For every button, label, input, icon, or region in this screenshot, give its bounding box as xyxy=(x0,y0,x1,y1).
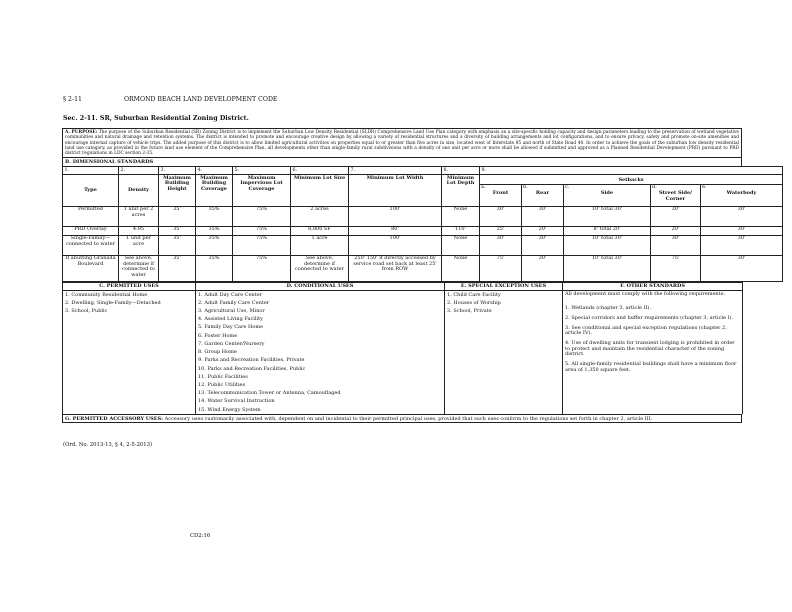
permitted-uses-list xyxy=(63,290,196,414)
cell-street: 30' xyxy=(651,235,701,255)
header-rear-label: Rear xyxy=(535,190,550,197)
table-row xyxy=(63,226,783,235)
other-standards-heading: F. OTHER STANDARDS xyxy=(563,282,743,290)
cell-lot-depth: None xyxy=(442,255,480,281)
cell-impervious: 75% xyxy=(233,235,291,255)
cell-lot-depth: 110' xyxy=(442,226,480,235)
list-item: 2. Houses of Worship xyxy=(447,299,501,306)
header-side xyxy=(564,185,651,207)
code-title: ORMOND BEACH LAND DEVELOPMENT CODE xyxy=(123,96,278,103)
cell-side: 10' total 30' xyxy=(564,255,651,281)
cell-lot-size: See above, determine if connected to water xyxy=(291,255,349,281)
cell-impervious: 75% xyxy=(233,255,291,281)
list-item: 3. Agricultural Use, Minor xyxy=(198,308,265,315)
uses-table xyxy=(62,282,743,414)
cell-coverage: 35% xyxy=(196,226,233,235)
list-item: 2. Dwelling, Single-Family—Detached xyxy=(65,299,161,306)
list-item: 3. School, Private xyxy=(447,308,492,315)
page-footer: CD2:16 xyxy=(190,533,211,539)
accessory-uses-label: G. PERMITTED ACCESSORY USES: xyxy=(65,415,163,422)
header-front xyxy=(480,185,522,207)
col-num: 8. xyxy=(442,167,480,175)
table-row xyxy=(63,206,783,226)
header-side-label: Side xyxy=(600,190,614,197)
list-item: 6. Foster Home xyxy=(198,332,238,339)
cell-rear: 30' xyxy=(522,255,564,281)
list-item: 1. Child Care Facility xyxy=(447,291,501,298)
cell-lot-size: 8,800 SF xyxy=(291,226,349,235)
letter: b. xyxy=(523,184,528,191)
column-number-row xyxy=(63,167,783,175)
conditional-uses-list xyxy=(196,290,445,414)
cell-street: 75' xyxy=(651,255,701,281)
list-item: 2. Special corridors and buffer requirements (chapter 3, article I). xyxy=(565,315,734,322)
header-water-label: Waterbody xyxy=(726,190,757,197)
purpose-text: The purpose of the Suburban Residential (SR) Zoning District is to implement the Suburban Low Density Residential (SLDR) Comprehensive Land Use Plan category with emphasis on a site-specific holding capacity and design parameters leading to the preservation of wetland vegetative communities and natural drainage and retention systems. The district is intended to promote and encourage creative design by allowing a variety of residential structures and a diversity of building arrangements and lot configurations, and to ensure privacy, safety and promote on-site amenities and encourage internal capture of vehicle trips. The added purpose of this district is to allow limited agricultural activities on properties equal to or greater than five acres in size, located west of Interstate 95 and north of State Road 40. In order to achieve the goals of the suburban low density residential land use category, as provided in the future land use element of the Comprehensive Plan, all developments other than single-family rural subdivisions with a density of one unit per acre or more shall be allowed if submitted and approved as a Planned Residential Development (PRD) pursuant to PRD district regulations in LDC section 2-35. xyxy=(65,130,739,157)
header-street-label: Street Side/ Corner xyxy=(659,190,692,202)
list-item: 14. Water Survival Instruction xyxy=(198,398,275,405)
list-item: 1. Community Residential Home xyxy=(65,291,148,298)
cell-height: 35' xyxy=(159,206,196,226)
cell-type: If abutting Granada Boulevard xyxy=(63,255,119,281)
header-lot-width: Minimum Lot Width xyxy=(349,175,442,207)
cell-type: Permitted xyxy=(63,206,119,226)
list-item: 13. Telecommunication Tower or Antenna, Camouflaged xyxy=(198,390,341,397)
header-street xyxy=(651,185,701,207)
cell-coverage: 35% xyxy=(196,206,233,226)
permitted-uses-heading: C. PERMITTED USES xyxy=(63,282,196,290)
col-num: 4. xyxy=(196,167,233,175)
other-standards-list xyxy=(563,290,743,414)
zoning-table xyxy=(62,128,757,423)
cell-density: See above, determine if connected to water xyxy=(119,255,159,281)
cell-lot-size: 2 acres xyxy=(291,206,349,226)
header-density: Density xyxy=(119,175,159,207)
table-row xyxy=(63,235,783,255)
header-rear xyxy=(522,185,564,207)
cell-lot-depth: None xyxy=(442,235,480,255)
header-height: Maximum Building Height xyxy=(159,175,196,207)
list-item: 4. Assisted Living Facility xyxy=(198,316,263,323)
list-item: 5. All single-family residential buildings shall have a minimum floor area of 1,350 square feet. xyxy=(565,361,737,373)
cell-water: 30' xyxy=(701,206,783,226)
list-item: 8. Group Home xyxy=(198,349,237,356)
uses-body-row xyxy=(63,290,743,414)
cell-side: 8' total 20' xyxy=(564,226,651,235)
cell-rear: 20' xyxy=(522,226,564,235)
cell-lot-depth: None xyxy=(442,206,480,226)
other-standards-intro: All development must comply with the following requirements: xyxy=(565,290,725,297)
list-item: 1. Adult Day Care Center xyxy=(198,291,263,298)
cell-lot-size: 1 acre xyxy=(291,235,349,255)
cell-street: 20' xyxy=(651,226,701,235)
list-item: 2. Adult Family Care Center xyxy=(198,299,270,306)
list-item: 5. Family Day Care Home xyxy=(198,324,264,331)
col-num: 1. xyxy=(63,167,119,175)
list-item: 1. Wetlands (chapter 3, article II). xyxy=(565,305,652,312)
list-item: 4. Use of dwelling units for transient lodging is prohibited in order to protect and maintain the residential character of the zoning district. xyxy=(565,340,735,358)
cell-front: 75' xyxy=(480,255,522,281)
cell-density: 4.95 xyxy=(119,226,159,235)
cell-lot-width: 100' xyxy=(349,206,442,226)
ordinance-citation: (Ord. No. 2013-13, § 4, 2-5-2013) xyxy=(63,442,153,448)
header-lot-depth: Minimum Lot Depth xyxy=(442,175,480,207)
purpose-label: A. PURPOSE: xyxy=(65,130,98,135)
col-num: 5. xyxy=(233,167,291,175)
cell-rear: 30' xyxy=(522,235,564,255)
cell-height: 35' xyxy=(159,255,196,281)
list-item: 11. Public Facilities xyxy=(198,373,248,380)
cell-front: 30' xyxy=(480,206,522,226)
cell-water: 30' xyxy=(701,255,783,281)
cell-lot-width: 100' xyxy=(349,235,442,255)
header-row-1 xyxy=(63,175,783,185)
section-title: Sec. 2-11. SR, Suburban Residential Zoning District. xyxy=(63,115,249,122)
cell-street: 30' xyxy=(651,206,701,226)
page-section-number: § 2-11 xyxy=(63,96,82,103)
header-setbacks: Setbacks xyxy=(480,175,783,185)
letter: e. xyxy=(702,184,707,191)
cell-water: 30' xyxy=(701,226,783,235)
cell-front: 25' xyxy=(480,226,522,235)
list-item: 12. Public Utilities xyxy=(198,381,246,388)
dimensional-standards-heading: B. DIMENSIONAL STANDARDS xyxy=(62,157,742,166)
table-row xyxy=(63,255,783,281)
col-num: 2. xyxy=(119,167,159,175)
accessory-uses-block xyxy=(62,414,742,424)
cell-impervious: 75% xyxy=(233,206,291,226)
col-num: 3. xyxy=(159,167,196,175)
cell-lot-width: 80' xyxy=(349,226,442,235)
list-item: 10. Parks and Recreation Facilities, Public xyxy=(198,365,306,372)
conditional-uses-heading: D. CONDITIONAL USES xyxy=(196,282,445,290)
cell-water: 30' xyxy=(701,235,783,255)
cell-side: 10' total 30' xyxy=(564,235,651,255)
cell-height: 35' xyxy=(159,226,196,235)
letter: d. xyxy=(652,184,657,191)
special-exception-list xyxy=(445,290,563,414)
cell-height: 35' xyxy=(159,235,196,255)
col-num: 6. xyxy=(291,167,349,175)
cell-type: Single-Family—connected to water xyxy=(63,235,119,255)
col-num: 7. xyxy=(349,167,442,175)
accessory-uses-text: Accessory uses customarily associated with, dependent on and incidental to their permitted principal uses, provided that such uses conform to the regulations set forth in chapter 2, article III. xyxy=(164,415,653,422)
header-type: Type xyxy=(63,175,119,207)
cell-type: PRD Overlay xyxy=(63,226,119,235)
header-coverage: Maximum Building Coverage xyxy=(196,175,233,207)
cell-rear: 30' xyxy=(522,206,564,226)
list-item: 3. School, Public xyxy=(65,308,108,315)
cell-density: 1 unit per acre xyxy=(119,235,159,255)
cell-coverage: 35% xyxy=(196,255,233,281)
list-item: 7. Garden Center/Nursery xyxy=(198,340,265,347)
running-header xyxy=(63,96,317,103)
list-item: 15. Wind Energy System xyxy=(198,406,261,413)
cell-side: 10' total 30' xyxy=(564,206,651,226)
header-front-label: Front xyxy=(492,190,509,197)
list-item: 3. See conditional and special exception regulations (chapter 2, article IV). xyxy=(565,324,727,337)
letter: c. xyxy=(565,184,570,191)
col-num: 9. xyxy=(480,167,783,175)
letter: a. xyxy=(481,184,486,191)
header-impervious: Maximum Impervious Lot Coverage xyxy=(233,175,291,207)
cell-front: 30' xyxy=(480,235,522,255)
purpose-block xyxy=(62,128,742,157)
cell-coverage: 35% xyxy=(196,235,233,255)
cell-density: 1 unit per 2 acres xyxy=(119,206,159,226)
cell-lot-width: 250' 150' if directly accessed by service road set back at least 25' from ROW xyxy=(349,255,442,281)
cell-impervious: 75% xyxy=(233,226,291,235)
header-lot-size: Minimum Lot Size xyxy=(291,175,349,207)
uses-header-row xyxy=(63,282,743,290)
special-exception-heading: E. SPECIAL EXCEPTION USES xyxy=(445,282,563,290)
dimensional-standards-table xyxy=(62,166,783,281)
header-water xyxy=(701,185,783,207)
list-item: 9. Parks and Recreation Facilities, Private xyxy=(198,357,305,364)
